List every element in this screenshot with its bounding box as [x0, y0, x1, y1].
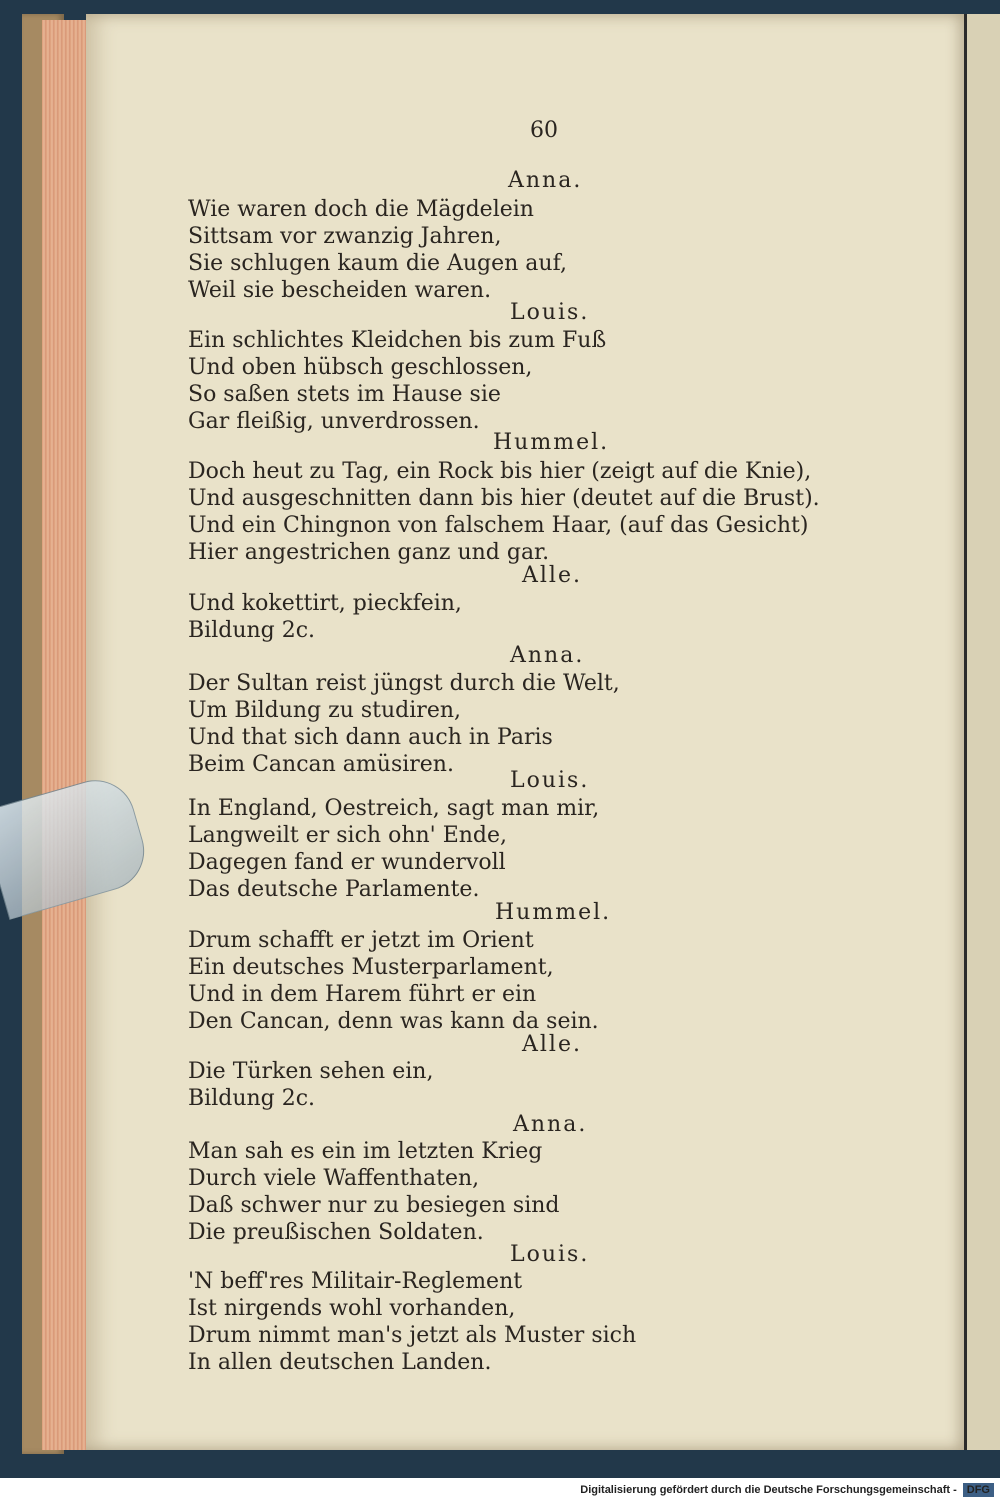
verse-stanza — [188, 327, 606, 435]
verse-stanza — [188, 670, 620, 778]
verse-line: Und in dem Harem führt er ein — [188, 982, 537, 1007]
speaker-label: Anna. — [510, 643, 585, 668]
verse-line: Gar fleißig, unverdrossen. — [188, 409, 480, 434]
digitization-footer — [0, 1478, 1000, 1502]
verse-line: Und oben hübsch geschlossen, — [188, 355, 533, 380]
verse-line: Der Sultan reist jüngst durch die Welt, — [188, 671, 620, 696]
page-number: 60 — [530, 118, 558, 143]
verse-line: Und ein Chingnon von falschem Haar, (auf das Gesicht) — [188, 513, 809, 538]
verse-line: Ist nirgends wohl vorhanden, — [188, 1296, 516, 1321]
speaker-label: Hummel. — [495, 900, 612, 925]
verse-line: Die Türken sehen ein, — [188, 1059, 434, 1084]
verse-line: Dagegen fand er wundervoll — [188, 850, 506, 875]
verse-line: Sittsam vor zwanzig Jahren, — [188, 224, 502, 249]
verse-line: In allen deutschen Landen. — [188, 1350, 492, 1375]
speaker-label: Anna. — [513, 1112, 588, 1137]
verse-line: Doch heut zu Tag, ein Rock bis hier (zeigt auf die Knie), — [188, 459, 812, 484]
speaker-label: Louis. — [510, 1242, 590, 1267]
verse-line: Hier angestrichen ganz und gar. — [188, 540, 550, 565]
dfg-logo: DFG — [963, 1483, 994, 1497]
footer-credit: Digitalisierung gefördert durch die Deutsche Forschungsgemeinschaft - — [580, 1484, 957, 1496]
verse-line: Wie waren doch die Mägdelein — [188, 197, 534, 222]
verse-line: So saßen stets im Hause sie — [188, 382, 501, 407]
verse-stanza — [188, 196, 567, 304]
verse-line: Drum schafft er jetzt im Orient — [188, 928, 534, 953]
speaker-label: Hummel. — [493, 430, 610, 455]
verse-line: Den Cancan, denn was kann da sein. — [188, 1009, 599, 1034]
verse-stanza — [188, 1268, 636, 1376]
verse-line: Man sah es ein im letzten Krieg — [188, 1139, 543, 1164]
speaker-label: Louis. — [510, 300, 590, 325]
verse-line: Drum nimmt man's jetzt als Muster sich — [188, 1323, 637, 1348]
verse-line: Ein deutsches Musterparlament, — [188, 955, 554, 980]
speaker-label: Alle. — [522, 1032, 582, 1057]
verse-line: Durch viele Waffenthaten, — [188, 1166, 480, 1191]
verse-stanza — [188, 590, 462, 644]
verse-line: Langweilt er sich ohn' Ende, — [188, 823, 508, 848]
speaker-label: Alle. — [522, 563, 582, 588]
facing-page-edge — [964, 14, 1000, 1450]
verse-line: Daß schwer nur zu besiegen sind — [188, 1193, 560, 1218]
verse-line: Bildung 2c. — [188, 618, 316, 643]
verse-line: Und ausgeschnitten dann bis hier (deutet auf die Brust). — [188, 486, 820, 511]
verse-line: Beim Cancan amüsiren. — [188, 752, 454, 777]
verse-line: Und kokettirt, pieckfein, — [188, 591, 462, 616]
speaker-label: Anna. — [508, 168, 583, 193]
speaker-label: Louis. — [510, 768, 590, 793]
verse-line: Ein schlichtes Kleidchen bis zum Fuß — [188, 328, 607, 353]
verse-line: Sie schlugen kaum die Augen auf, — [188, 251, 567, 276]
verse-line: Und that sich dann auch in Paris — [188, 725, 553, 750]
page-edges — [42, 20, 88, 1450]
verse-line: In England, Oestreich, sagt man mir, — [188, 796, 600, 821]
verse-stanza — [188, 1138, 559, 1246]
verse-line: Weil sie bescheiden waren. — [188, 278, 492, 303]
verse-line: Die preußischen Soldaten. — [188, 1220, 484, 1245]
verse-stanza — [188, 1058, 433, 1112]
verse-line: Das deutsche Parlamente. — [188, 877, 480, 902]
verse-line: Bildung 2c. — [188, 1086, 316, 1111]
verse-stanza — [188, 458, 820, 566]
verse-line: 'N beff'res Militair-Reglement — [188, 1269, 523, 1294]
verse-stanza — [188, 795, 599, 903]
verse-stanza — [188, 927, 599, 1035]
verse-line: Um Bildung zu studiren, — [188, 698, 462, 723]
